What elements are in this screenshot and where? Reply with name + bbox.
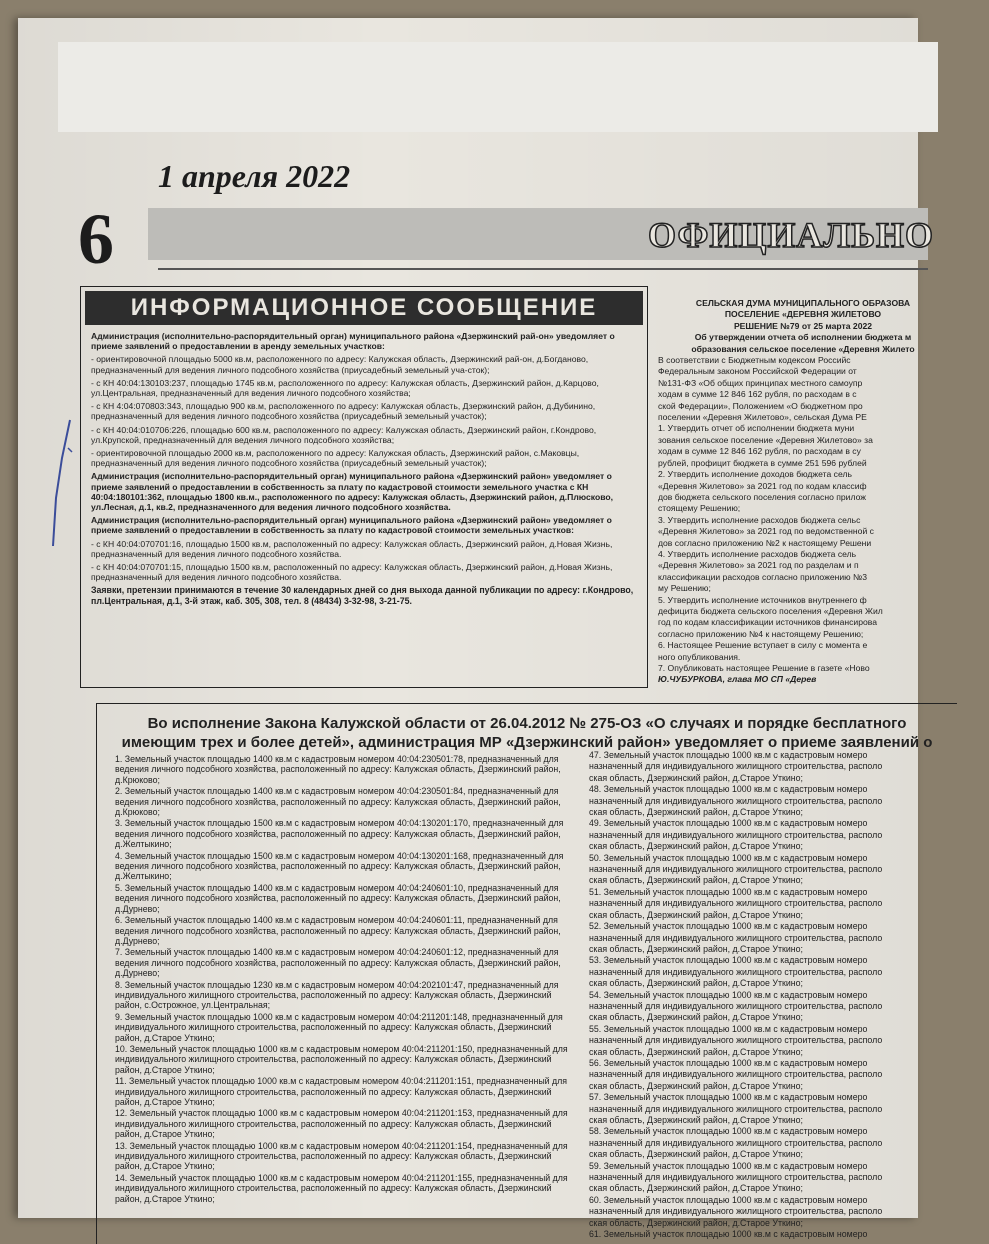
land-plot-line: ская область, Дзержинский район, д.Старое Уткино; (589, 772, 803, 783)
land-plot-line: ская область, Дзержинский район, д.Старое Уткино; (589, 1046, 803, 1057)
info-paragraph: - ориентировочной площадью 5000 кв.м, расположенного по адресу: Калужская область, Дзержинский рай-он, д.Богданово, предназначенный для ведения личного подсобного хозяйства (приусадебный земельный уча-сток); (91, 354, 589, 375)
duma-text-line: №131-ФЗ «Об общих принципах местного самоупр (658, 377, 863, 388)
law-right-column (589, 750, 989, 1240)
land-plot-item: 10. Земельный участок площадью 1000 кв.м с кадастровым номером 40:04:211201:150, предназначенный для индивидуального жилищного строительства, расположенный по адресу: Калужская область, Дзержинский район, д.Старое Уткино; (115, 1043, 568, 1075)
info-message-box (80, 286, 648, 688)
land-plot-line: назначенный для индивидуального жилищного строительства, располо (589, 864, 883, 875)
banner-divider (158, 268, 928, 270)
duma-text-line: ходам в сумме 12 846 162 рубля, по расходам в су (658, 446, 861, 457)
info-paragraph: - с КН 4:04:070803:343, площадью 900 кв.м, расположенного по адресу: Калужская область, Дзержинский район, д.Дубинино, предназначенный для ведения личного подсобного хозяйства (приусадебный земельный участок); (91, 401, 596, 422)
land-plot-line: назначенный для индивидуального жилищного строительства, располо (589, 1137, 883, 1148)
land-plot-line: 54. Земельный участок площадью 1000 кв.м с кадастровым номеро (589, 989, 868, 1000)
land-plot-line: 52. Земельный участок площадью 1000 кв.м с кадастровым номеро (589, 921, 868, 932)
land-plot-line: 61. Земельный участок площадью 1000 кв.м с кадастровым номеро (589, 1229, 868, 1240)
land-plot-line: назначенный для индивидуального жилищного строительства, располо (589, 1035, 883, 1046)
section-banner-title: ОФИЦИАЛЬНО (648, 215, 934, 255)
land-plot-item: 12. Земельный участок площадью 1000 кв.м с кадастровым номером 40:04:211201:153, предназначенный для индивидуального жилищного строительства, расположенный по адресу: Калужская область, Дзержинский район, д.Старое Уткино; (115, 1108, 568, 1140)
info-paragraph: Администрация (исполнительно-распорядительный орган) муниципального района «Дзержинский рай-он» уведомляет о приеме заявлений о предоставлении в аренду земельных участков: (91, 331, 615, 352)
land-plot-item: 6. Земельный участок площадью 1400 кв.м с кадастровым номером 40:04:240601:11, предназначенный для ведения личного подсобного хозяйства, расположенный по адресу: Калужская область, Дзержинский район, д.Дурнево; (115, 915, 561, 946)
issue-date: 1 апреля 2022 (158, 158, 351, 194)
duma-text-line: Федеральным законом Российской Федерации от (658, 366, 857, 377)
land-plot-line: назначенный для индивидуального жилищного строительства, располо (589, 829, 883, 840)
land-plot-line: ская область, Дзержинский район, д.Старое Уткино; (589, 807, 803, 818)
duma-text-line: зования сельское поселение «Деревня Жилетово» за (658, 434, 873, 445)
duma-text-line: рублей, профицит бюджета в сумме 251 596 рублей (658, 457, 867, 468)
duma-text-line: 1. Утвердить отчет об исполнении бюджета муни (658, 423, 855, 434)
info-paragraph: - ориентировочной площадью 2000 кв.м, расположенного по адресу: Калужская область, Дзержинский район, с.Маковцы, предназначенный для ведения личного подсобного хозяйства (приусадебный земельный участок); (91, 448, 580, 469)
land-plot-line: 51. Земельный участок площадью 1000 кв.м с кадастровым номеро (589, 886, 868, 897)
duma-text-line: дов согласно приложению №2 к настоящему Решени (658, 537, 872, 548)
land-plot-line: назначенный для индивидуального жилищного строительства, располо (589, 966, 883, 977)
land-plot-item: 9. Земельный участок площадью 1000 кв.м с кадастровым номером 40:04:211201:148, предназначенный для индивидуального жилищного строительства, расположенный по адресу: Калужская область, Дзержинский район, д.Старое Уткино; (115, 1011, 563, 1043)
land-plot-line: ская область, Дзержинский район, д.Старое Уткино; (589, 875, 803, 886)
duma-text-line: «Деревня Жилетово» за 2021 год по ведомственной с (658, 526, 874, 537)
duma-text-line: год по кодам классификации источников финансирова (658, 617, 878, 628)
land-plot-item: 14. Земельный участок площадью 1000 кв.м с кадастровым номером 40:04:211201:155, предназначенный для индивидуального жилищного строительства, расположенный по адресу: Калужская область, Дзержинский район, д.Старое Уткино; (115, 1172, 568, 1204)
duma-text-line: му Решению; (658, 583, 711, 594)
land-plot-line: назначенный для индивидуального жилищного строительства, располо (589, 898, 883, 909)
law-heading-line: имеющим трех и более детей», администрация МР «Дзержинский район» уведомляет о приеме заявлений о (121, 734, 933, 751)
land-plot-line: назначенный для индивидуального жилищного строительства, располо (589, 1172, 883, 1183)
duma-subheading-line: Об утверждении отчета об исполнении бюджета м (694, 332, 912, 343)
duma-text-line: согласно приложению №4 к настоящему Решению; (658, 628, 864, 639)
land-plot-item: 2. Земельный участок площадью 1400 кв.м с кадастровым номером 40:04:230501:84, предназначенный для ведения личного подсобного хозяйства, расположенный по адресу: Калужская область, Дзержинский район, д.Крюково; (115, 786, 561, 818)
land-plot-item: 4. Земельный участок площадью 1500 кв.м с кадастровым номером 40:04:130201:168, предназначенный для ведения личного подсобного хозяйства, расположенный по адресу: Калужская область, Дзержинский район, д.Желтыкино; (115, 850, 564, 882)
duma-text-line: «Деревня Жилетово» за 2021 год по кодам классиф (658, 480, 867, 491)
land-plot-item: 7. Земельный участок площадью 1400 кв.м с кадастровым номером 40:04:240601:12, предназначенный для ведения личного подсобного хозяйства, расположенный по адресу: Калужская область, Дзержинский район, д.Дурнево; (115, 947, 561, 979)
duma-text-line: дефицита бюджета сельского поселения «Деревня Жил (658, 605, 883, 616)
land-plot-line: назначенный для индивидуального жилищного строительства, располо (589, 932, 883, 943)
land-plot-line: 60. Земельный участок площадью 1000 кв.м с кадастровым номеро (589, 1194, 868, 1205)
info-paragraph: - с КН 40:04:010706:226, площадью 600 кв.м, расположенного по адресу: Калужская область, Дзержинский район, г.Кондрово, ул.Крупской, предназначенный для ведения личного подсобного хозяйства; (91, 424, 597, 445)
duma-text-line: ходам в сумме 12 846 162 рубля, по расходам в с (658, 389, 857, 400)
duma-heading-line: СЕЛЬСКАЯ ДУМА МУНИЦИПАЛЬНОГО ОБРАЗОВА (695, 298, 911, 308)
land-plot-line: ская область, Дзержинский район, д.Старое Уткино; (589, 943, 803, 954)
duma-text-line: 3. Утвердить исполнение расходов бюджета сельс (658, 514, 861, 525)
duma-text-line: классификации расходов согласно приложению №3 (658, 571, 868, 582)
land-plot-line: 47. Земельный участок площадью 1000 кв.м с кадастровым номеро (589, 750, 868, 760)
duma-text-line: «Деревня Жилетово» за 2021 год по разделам и п (658, 560, 859, 571)
info-paragraph: - с КН 40:04:070701:15, площадью 1500 кв.м, расположенный по адресу: Калужская область, Дзержинский район, д.Новая Жизнь, предназначенный для ведения личного подсобного хозяйства. (91, 562, 613, 583)
land-plot-line: назначенный для индивидуального жилищного строительства, располо (589, 795, 883, 806)
land-plot-line: 58. Земельный участок площадью 1000 кв.м с кадастровым номеро (589, 1126, 868, 1137)
duma-text-line: дов бюджета сельского поселения согласно прилож (658, 491, 867, 502)
land-plot-item: 3. Земельный участок площадью 1500 кв.м с кадастровым номером 40:04:130201:170, предназначенный для ведения личного подсобного хозяйства, расположенный по адресу: Калужская область, Дзержинский район, д.Желтыкино; (115, 818, 564, 850)
duma-text-line: В соответствии с Бюджетным кодексом Российс (658, 355, 851, 366)
duma-text-line: 2. Утвердить исполнение доходов бюджета сель (658, 469, 852, 480)
info-paragraph: - с КН 40:04:130103:237, площадью 1745 кв.м, расположенного по адресу: Калужская область, Дзержинский район, д.Карцово, ул.Центральная, предназначенный для ведения личного подсобного хозяйства; (91, 377, 599, 399)
info-paragraph: Администрация (исполнительно-распорядительный орган) муниципального района «Дзержинский район» уведомляет о приеме заявлений о предоставлении в собственность за плату по кадастровой стоимости земельного участка с КН 40:04:180101:362, площадью 1800 кв.м., расположенного по адресу: Калужская область, Дзержинский район, д.Плюсково, ул.Лесная, д.1, кв.2, предназначенного для ведения личного подсобного хозяйства. (91, 471, 614, 513)
newspaper-page (18, 18, 934, 1240)
duma-heading-line: РЕШЕНИЕ №79 от 25 марта 2022 (733, 320, 873, 331)
land-plot-item: 5. Земельный участок площадью 1400 кв.м с кадастровым номером 40:04:240601:10, предназначенный для ведения личного подсобного хозяйства, расположенный по адресу: Калужская область, Дзержинский район, д.Дурнево; (115, 882, 561, 914)
land-plot-item: 1. Земельный участок площадью 1400 кв.м с кадастровым номером 40:04:230501:78, предназначенный для ведения личного подсобного хозяйства, расположенный по адресу: Калужская область, Дзержинский район, д.Крюково; (115, 754, 561, 785)
duma-text-line: 7. Опубликовать настоящее Решение в газете «Ново (658, 663, 870, 673)
land-plot-line: назначенный для индивидуального жилищного строительства, располо (589, 1069, 883, 1080)
land-plot-line: ская область, Дзержинский район, д.Старое Уткино; (589, 1149, 803, 1160)
duma-text-line: поселении «Деревня Жилетово», сельская Дума РЕ (658, 412, 867, 423)
info-message-body (81, 329, 647, 606)
law-heading-line: Во исполнение Закона Калужской области от 26.04.2012 № 275-ОЗ «О случаях и порядке бесплатного (147, 715, 907, 732)
land-plot-line: 55. Земельный участок площадью 1000 кв.м с кадастровым номеро (589, 1023, 868, 1034)
land-plot-line: ская область, Дзержинский район, д.Старое Уткино; (589, 1217, 803, 1228)
land-plot-line: назначенный для индивидуального жилищного строительства, располо (589, 761, 883, 772)
land-plot-line: ская область, Дзержинский район, д.Старое Уткино; (589, 841, 803, 852)
land-plot-line: 59. Земельный участок площадью 1000 кв.м с кадастровым номеро (589, 1160, 868, 1171)
land-plot-line: 57. Земельный участок площадью 1000 кв.м с кадастровым номеро (589, 1092, 868, 1103)
duma-text-line: 6. Настоящее Решение вступает в силу с момента е (658, 640, 868, 651)
duma-text-line: стоящему Решению; (658, 503, 741, 514)
folded-page-edge (58, 42, 938, 132)
duma-decision-column (658, 298, 948, 685)
info-paragraph: Администрация (исполнительно-распорядительный орган) муниципального района «Дзержинский район» уведомляет о приеме заявлений о предоставлении в собственность за плату по кадастровой стоимости земельных участков: (91, 515, 612, 536)
duma-text-line: 4. Утвердить исполнение расходов бюджета сель (658, 548, 857, 559)
land-plot-line: ская область, Дзержинский район, д.Старое Уткино; (589, 1183, 803, 1194)
law-left-column (115, 754, 577, 1205)
land-plot-line: ская область, Дзержинский район, д.Старое Уткино; (589, 1012, 803, 1023)
land-plot-line: 49. Земельный участок площадью 1000 кв.м с кадастровым номеро (589, 818, 868, 829)
land-plot-item: 11. Земельный участок площадью 1000 кв.м с кадастровым номером 40:04:211201:151, предназначенный для индивидуального жилищного строительства, расположенный по адресу: Калужская область, Дзержинский район, д.Старое Уткино; (115, 1076, 568, 1107)
land-plot-line: 48. Земельный участок площадью 1000 кв.м с кадастровым номеро (589, 784, 868, 795)
land-plot-line: ская область, Дзержинский район, д.Старое Уткино; (589, 978, 803, 989)
pen-mark-icon (48, 418, 78, 548)
land-plot-line: ская область, Дзержинский район, д.Старое Уткино; (589, 1080, 803, 1091)
land-plot-line: назначенный для индивидуального жилищного строительства, располо (589, 1103, 883, 1114)
duma-text-line: 5. Утвердить исполнение источников внутреннего ф (658, 594, 867, 605)
land-plot-line: 53. Земельный участок площадью 1000 кв.м с кадастровым номеро (589, 955, 868, 966)
law-notice-heading (97, 704, 957, 756)
law-notice-box (96, 703, 957, 1244)
info-footer: Заявки, претензии принимаются в течение 30 календарных дней со дня выхода данной публикации по адресу: г.Кондрово, пл.Центральная, д.1, 3-й этаж, каб. 305, 308, тел. 8 (48434) 3-32-98, 3-21-75. (91, 585, 634, 606)
land-plot-line: ская область, Дзержинский район, д.Старое Уткино; (589, 1115, 803, 1125)
land-plot-item: 13. Земельный участок площадью 1000 кв.м с кадастровым номером 40:04:211201:154, предназначенный для индивидуального жилищного строительства, расположенный по адресу: Калужская область, Дзержинский район, д.Старое Уткино; (115, 1140, 568, 1172)
duma-signature: Ю.ЧУБУРКОВА, глава МО СП «Дерев (658, 674, 817, 685)
info-paragraph: - с КН 40:04:070701:16, площадью 1500 кв.м, расположенный по адресу: Калужская область, Дзержинский район, д.Новая Жизнь, предназначенный для ведения личного подсобного хозяйства. (91, 538, 613, 559)
duma-text-line: ской Федерации», Положением «О бюджетном про (658, 400, 863, 411)
land-plot-line: назначенный для индивидуального жилищного строительства, располо (589, 1206, 883, 1217)
duma-subheading-line: образования сельское поселение «Деревня Жилето (691, 343, 915, 354)
info-message-title: ИНФОРМАЦИОННОЕ СООБЩЕНИЕ (85, 291, 643, 325)
land-plot-item: 8. Земельный участок площадью 1230 кв.м с кадастровым номером 40:04:202101:47, предназначенный для индивидуального жилищного строительства, расположенный по адресу: Калужская область, Дзержинский район, с.Острожное, ул.Центральная; (115, 979, 559, 1011)
page-number: 6 (78, 199, 114, 279)
land-plot-line: 56. Земельный участок площадью 1000 кв.м с кадастровым номеро (589, 1057, 868, 1068)
land-plot-line: ская область, Дзержинский район, д.Старое Уткино; (589, 909, 803, 920)
land-plot-line: назначенный для индивидуального жилищного строительства, располо (589, 1000, 883, 1011)
duma-heading-line: ПОСЕЛЕНИЕ «ДЕРЕВНЯ ЖИЛЕТОВО (724, 309, 882, 320)
land-plot-line: 50. Земельный участок площадью 1000 кв.м с кадастровым номеро (589, 852, 868, 863)
duma-text-line: ного опубликования. (658, 651, 741, 662)
